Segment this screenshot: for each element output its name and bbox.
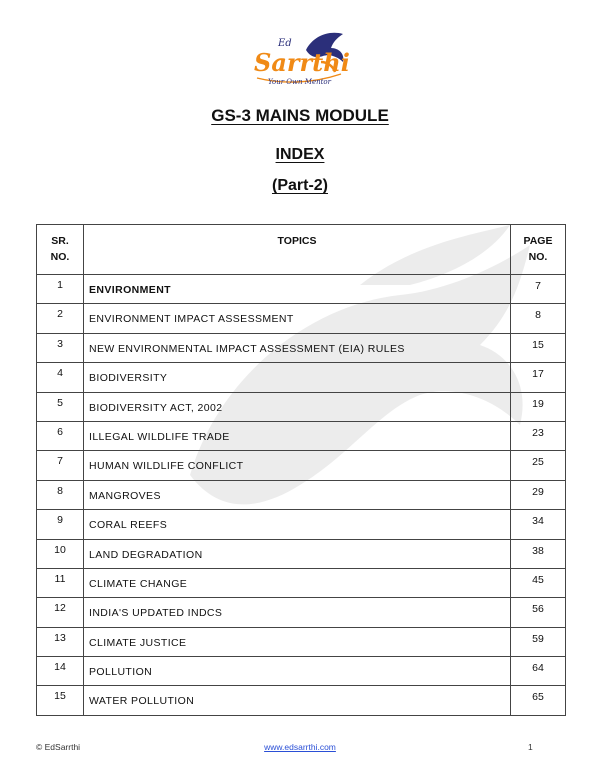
row-topic: CLIMATE CHANGE — [84, 568, 511, 597]
table-row — [37, 627, 566, 656]
row-page-no: 34 — [511, 510, 566, 539]
table-body — [37, 275, 566, 716]
table-row — [37, 275, 566, 304]
row-topic: BIODIVERSITY ACT, 2002 — [84, 392, 511, 421]
table-row — [37, 451, 566, 480]
row-sr-no: 4 — [37, 363, 84, 392]
header-topics: TOPICS — [84, 225, 511, 275]
index-heading: INDEX — [275, 146, 325, 163]
row-sr-no: 11 — [37, 568, 84, 597]
row-sr-no: 10 — [37, 539, 84, 568]
row-topic: POLLUTION — [84, 657, 511, 686]
row-page-no: 65 — [511, 686, 566, 715]
row-topic: BIODIVERSITY — [84, 363, 511, 392]
row-topic: ENVIRONMENT IMPACT ASSESSMENT — [84, 304, 511, 333]
row-topic: LAND DEGRADATION — [84, 539, 511, 568]
table-row — [37, 539, 566, 568]
logo-tagline: Your Own Mentor — [268, 78, 331, 86]
logo-prefix: Ed — [278, 38, 292, 49]
row-sr-no: 15 — [37, 686, 84, 715]
table-row — [37, 421, 566, 450]
row-sr-no: 14 — [37, 657, 84, 686]
row-topic: ILLEGAL WILDLIFE TRADE — [84, 421, 511, 450]
row-page-no: 64 — [511, 657, 566, 686]
row-topic: CORAL REEFS — [84, 510, 511, 539]
row-topic: INDIA'S UPDATED INDCS — [84, 598, 511, 627]
row-topic: HUMAN WILDLIFE CONFLICT — [84, 451, 511, 480]
index-table — [36, 224, 566, 716]
row-sr-no: 12 — [37, 598, 84, 627]
row-sr-no: 6 — [37, 421, 84, 450]
row-topic: MANGROVES — [84, 480, 511, 509]
table-row — [37, 510, 566, 539]
footer-website-link[interactable]: www.edsarrthi.com — [264, 742, 336, 752]
table-row — [37, 363, 566, 392]
row-page-no: 23 — [511, 421, 566, 450]
row-page-no: 56 — [511, 598, 566, 627]
table-row — [37, 480, 566, 509]
table-row — [37, 598, 566, 627]
row-sr-no: 13 — [37, 627, 84, 656]
table-header-row — [37, 225, 566, 275]
row-sr-no: 8 — [37, 480, 84, 509]
row-page-no: 19 — [511, 392, 566, 421]
header-page-no: PAGE NO. — [511, 225, 566, 275]
row-page-no: 38 — [511, 539, 566, 568]
table-row — [37, 657, 566, 686]
footer-copyright: © EdSarrthi — [36, 742, 81, 752]
row-sr-no: 9 — [37, 510, 84, 539]
module-title: GS-3 MAINS MODULE — [211, 106, 389, 125]
row-topic: NEW ENVIRONMENTAL IMPACT ASSESSMENT (EIA) RULES — [84, 333, 511, 362]
row-topic: CLIMATE JUSTICE — [84, 627, 511, 656]
row-topic: WATER POLLUTION — [84, 686, 511, 715]
table-row — [37, 333, 566, 362]
row-page-no: 45 — [511, 568, 566, 597]
header-sr-no: SR. NO. — [37, 225, 84, 275]
row-page-no: 17 — [511, 363, 566, 392]
row-page-no: 25 — [511, 451, 566, 480]
row-sr-no: 1 — [37, 275, 84, 304]
row-topic: ENVIRONMENT — [84, 275, 511, 304]
footer-page-number: 1 — [528, 742, 533, 752]
table-row — [37, 568, 566, 597]
row-page-no: 15 — [511, 333, 566, 362]
row-page-no: 59 — [511, 627, 566, 656]
row-page-no: 8 — [511, 304, 566, 333]
row-page-no: 7 — [511, 275, 566, 304]
logo-name: Sarrthi — [254, 48, 350, 77]
row-page-no: 29 — [511, 480, 566, 509]
table-row — [37, 392, 566, 421]
part-heading: (Part-2) — [271, 177, 328, 194]
row-sr-no: 2 — [37, 304, 84, 333]
row-sr-no: 7 — [37, 451, 84, 480]
table-row — [37, 686, 566, 715]
row-sr-no: 3 — [37, 333, 84, 362]
row-sr-no: 5 — [37, 392, 84, 421]
table-row — [37, 304, 566, 333]
